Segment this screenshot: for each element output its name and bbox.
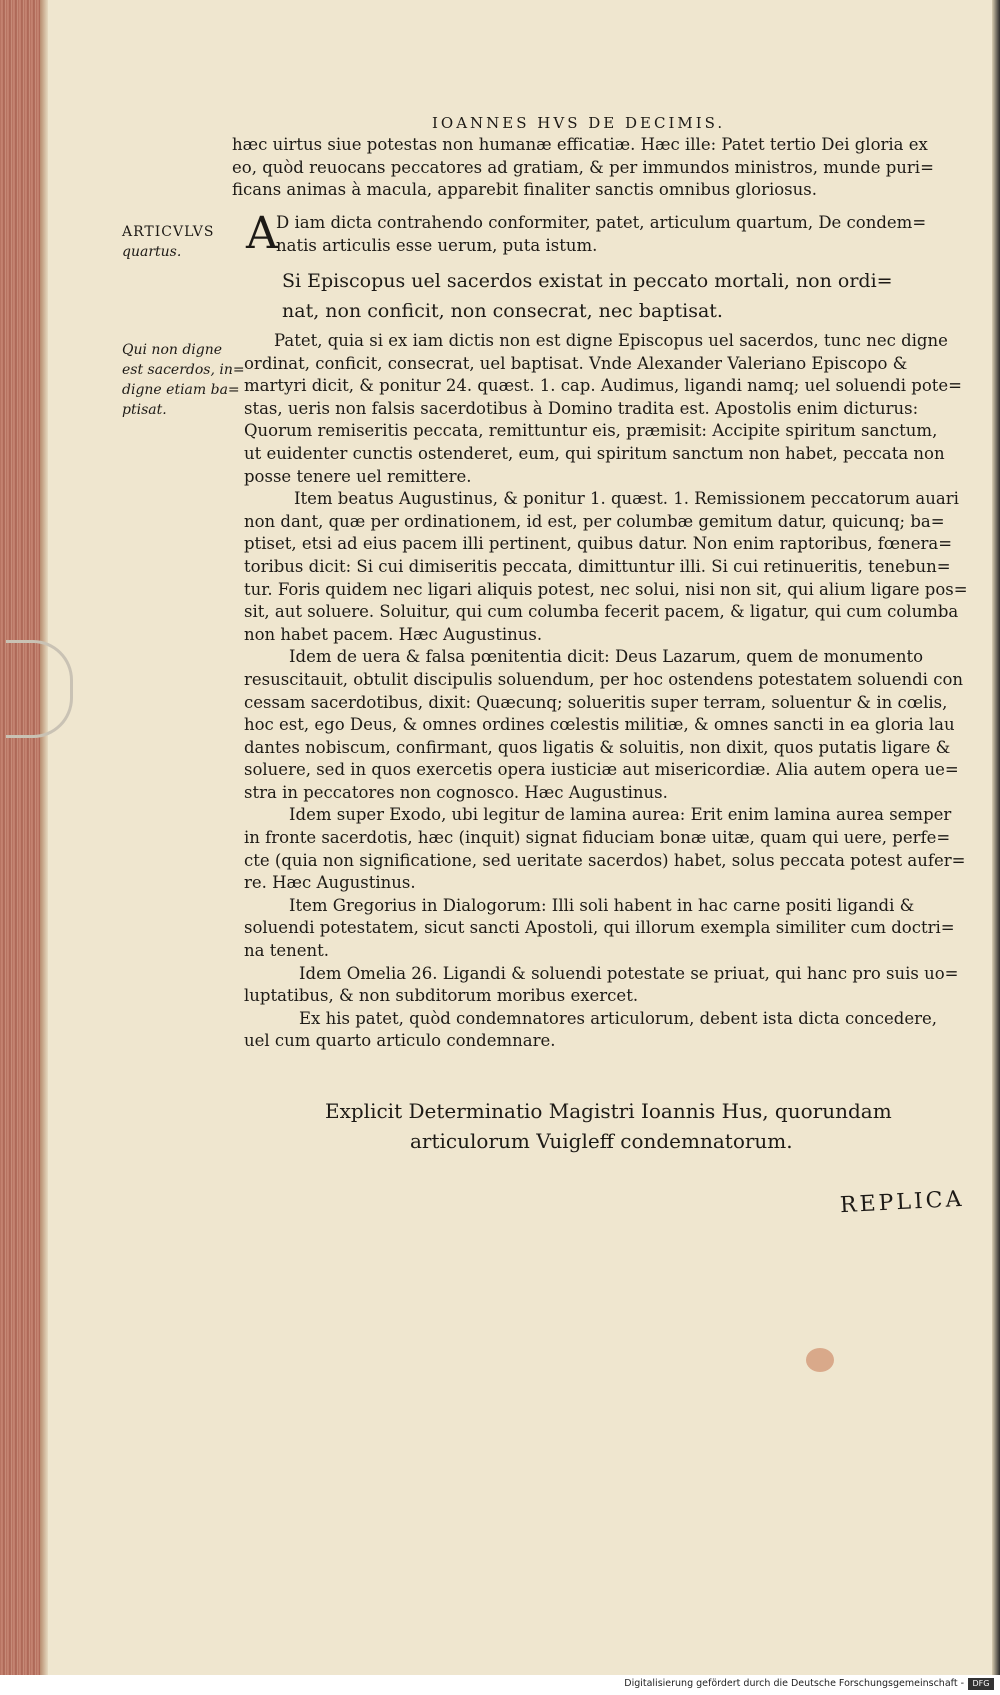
text-line: martyri dicit, & ponitur 24. quæst. 1. cap. Audimus, ligandi namq; uel soluendi pote= [244,376,962,396]
margin-note [122,340,245,420]
text-line: Idem super Exodo, ubi legitur de lamina aurea: Erit enim lamina aurea semper [289,805,952,825]
text-line: soluere, sed in quos exercetis opera iusticiæ aut misericordiæ. Alia autem opera ue= [244,760,959,780]
margin-note-line: Qui non digne [122,342,223,358]
text-line: Si Episcopus uel sacerdos existat in peccato mortali, non ordi= [282,270,893,292]
text-line: posse tenere uel remittere. [244,466,472,486]
text-line: uel cum quarto articulo condemnare. [244,1031,556,1051]
text-line: ficans animas à macula, apparebit finaliter sanctis omnibus gloriosus. [232,180,817,200]
text-line: ut euidenter cunctis ostenderet, eum, qui spiritum sanctum non habet, peccata non [244,443,945,463]
text-line: hæc uirtus siue potestas non humanæ efficatiæ. Hæc ille: Patet tertio Dei gloria ex [232,135,928,154]
digitization-footer [0,1675,1000,1695]
text-line: Item beatus Augustinus, & ponitur 1. quæst. 1. Remissionem peccatorum auari [294,489,959,509]
footer-credit: Digitalisierung gefördert durch die Deutsche Forschungsgemeinschaft - [624,1678,964,1689]
text-line: re. Hæc Augustinus. [244,873,416,893]
text-line: toribus dicit: Si cui dimiseritis peccata, dimittuntur illi. Si cui retinueritis, tenebun= [244,556,951,576]
text-line: sit, aut soluere. Soluitur, qui cum columba fecerit pacem, & ligatur, qui cum columba [244,602,959,622]
margin-note-line: digne etiam ba= [122,382,240,398]
text-line: Idem de uera & falsa pœnitentia dicit: Deus Lazarum, quem de monumento [289,647,924,667]
text-line: stra in peccatores non cognosco. Hæc Augustinus. [244,782,668,802]
text-line: non dant, quæ per ordinationem, id est, per columbæ gemitum datur, quicunq; ba= [244,511,945,531]
margin-quartus: quartus. [122,244,182,260]
explicit-colophon [325,1096,892,1156]
text-line: stas, ueris non falsis sacerdotibus à Domino tradita est. Apostolis enim dicturus: [244,398,919,418]
drop-capital: A [246,208,278,259]
text-line: cessam sacerdotibus, dixit: Quæcunq; solueritis super terram, soluentur & in cœlis, [244,692,948,712]
running-header: IOANNES HVS DE DECIMIS. [432,114,726,132]
text-line: non habet pacem. Hæc Augustinus. [244,624,543,644]
text-line: articulorum Vuigleff condemnatorum. [410,1129,793,1153]
text-line: luptatibus, & non subditorum moribus exercet. [244,986,639,1006]
text-line: Explicit Determinatio Magistri Ioannis Hus, quorundam [325,1099,892,1123]
text-line: eo, quòd reuocans peccatores ad gratiam, & per immundos ministros, munde puri= [232,157,934,177]
text-line: resuscitauit, obtulit discipulis soluendum, per hoc ostendens potestatem soluendi con [244,669,963,689]
text-line: Ex his patet, quòd condemnatores articulorum, debent ista dicta concedere, [299,1008,938,1028]
margin-note-line: est sacerdos, in= [122,362,245,378]
text-line: dantes nobiscum, confirmant, quos ligatis & soluitis, non dixit, quos putatis ligare & [244,737,951,757]
text-line: Quorum remiseritis peccata, remittuntur eis, præmisit: Accipite spiritum sanctum, [244,421,938,441]
text-line: nat, non conficit, non consecrat, nec baptisat. [282,300,723,322]
article-paragraph [276,212,926,257]
margin-note-line: ptisat. [122,402,167,418]
text-line: hoc est, ego Deus, & omnes ordines cœlestis militiæ, & omnes sancti in ea gloria lau [244,715,955,735]
text-line: Idem Omelia 26. Ligandi & soluendi potestate se priuat, qui hanc pro suis uo= [299,963,959,983]
text-line: na tenent. [244,941,329,961]
text-line: D iam dicta contrahendo conformiter, patet, articulum quartum, De condem= [276,213,927,232]
text-line: tur. Foris quidem nec ligari aliquis potest, nec solui, nisi non sit, qui alium ligare pos= [244,579,968,599]
catchword: REPLICA [839,1186,966,1219]
thesis-statement [282,266,893,326]
intro-paragraph [232,134,934,202]
text-line: ordinat, conficit, consecrat, uel baptisat. Vnde Alexander Valeriano Episcopo & [244,353,908,373]
body-text [244,330,968,1053]
margin-articulus: ARTICVLVS [122,224,215,240]
text-line: in fronte sacerdotis, hæc (inquit) signat fiduciam bonæ uitæ, quam qui uere, perfe= [244,828,951,848]
dfg-logo: DFG [968,1678,994,1690]
text-line: natis articulis esse uerum, puta istum. [276,235,598,255]
text-line: Patet, quia si ex iam dictis non est digne Episcopus uel sacerdos, tunc nec digne [274,331,948,350]
text-line: soluendi potestatem, sicut sancti Apostoli, qui illorum exempla similiter cum doctri= [244,918,955,938]
text-line: cte (quia non significatione, sed ueritate sacerdos) habet, solus peccata potest aufer= [244,850,966,870]
text-line: ptiset, etsi ad eius pacem illi pertinent, quibus datur. Non enim raptoribus, fœnera= [244,534,953,554]
text-line: Item Gregorius in Dialogorum: Illi soli habent in hac carne positi ligandi & [289,895,915,915]
